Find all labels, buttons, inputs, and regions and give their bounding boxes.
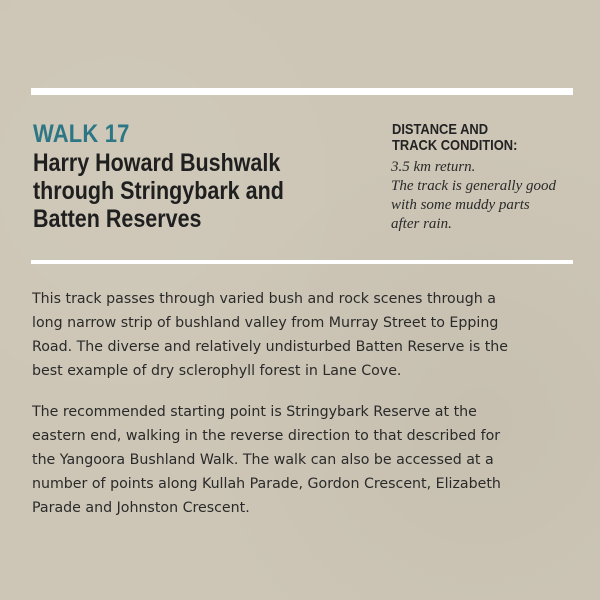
distance-details — [391, 158, 556, 234]
paragraph-line: best example of dry sclerophyll forest in Lane Cove. — [32, 363, 402, 379]
distance-heading-line: TRACK CONDITION: — [392, 137, 518, 154]
distance-heading — [392, 122, 517, 154]
description-paragraph-1 — [32, 287, 577, 383]
paragraph-line: number of points along Kullah Parade, Gordon Crescent, Elizabeth — [32, 476, 501, 492]
walk-title-line: Batten Reserves — [33, 205, 202, 233]
distance-line: 3.5 km return. — [391, 159, 476, 175]
middle-divider — [31, 260, 573, 264]
top-divider — [31, 88, 573, 95]
distance-heading-line: DISTANCE AND — [392, 121, 489, 138]
track-condition-line: with some muddy parts — [391, 197, 530, 213]
paragraph-line: Road. The diverse and relatively undisturbed Batten Reserve is the — [32, 339, 509, 355]
paragraph-line: Parade and Johnston Crescent. — [32, 500, 250, 516]
paragraph-line: The recommended starting point is Stringybark Reserve at the — [32, 404, 477, 420]
paragraph-line: long narrow strip of bushland valley from Murray Street to Epping — [32, 315, 499, 331]
paragraph-line: This track passes through varied bush and rock scenes through a — [32, 291, 496, 307]
paragraph-line: eastern end, walking in the reverse direction to that described for — [32, 428, 501, 444]
paragraph-line: the Yangoora Bushland Walk. The walk can also be accessed at a — [32, 452, 494, 468]
track-condition-line: after rain. — [391, 216, 452, 232]
walk-number: WALK 17 — [33, 120, 130, 148]
walk-title-line: Harry Howard Bushwalk — [33, 149, 281, 177]
walk-title-line: through Stringybark and — [33, 177, 284, 205]
walk-title — [33, 149, 325, 233]
track-condition-line: The track is generally good — [391, 178, 556, 194]
description-paragraph-2 — [32, 400, 577, 520]
